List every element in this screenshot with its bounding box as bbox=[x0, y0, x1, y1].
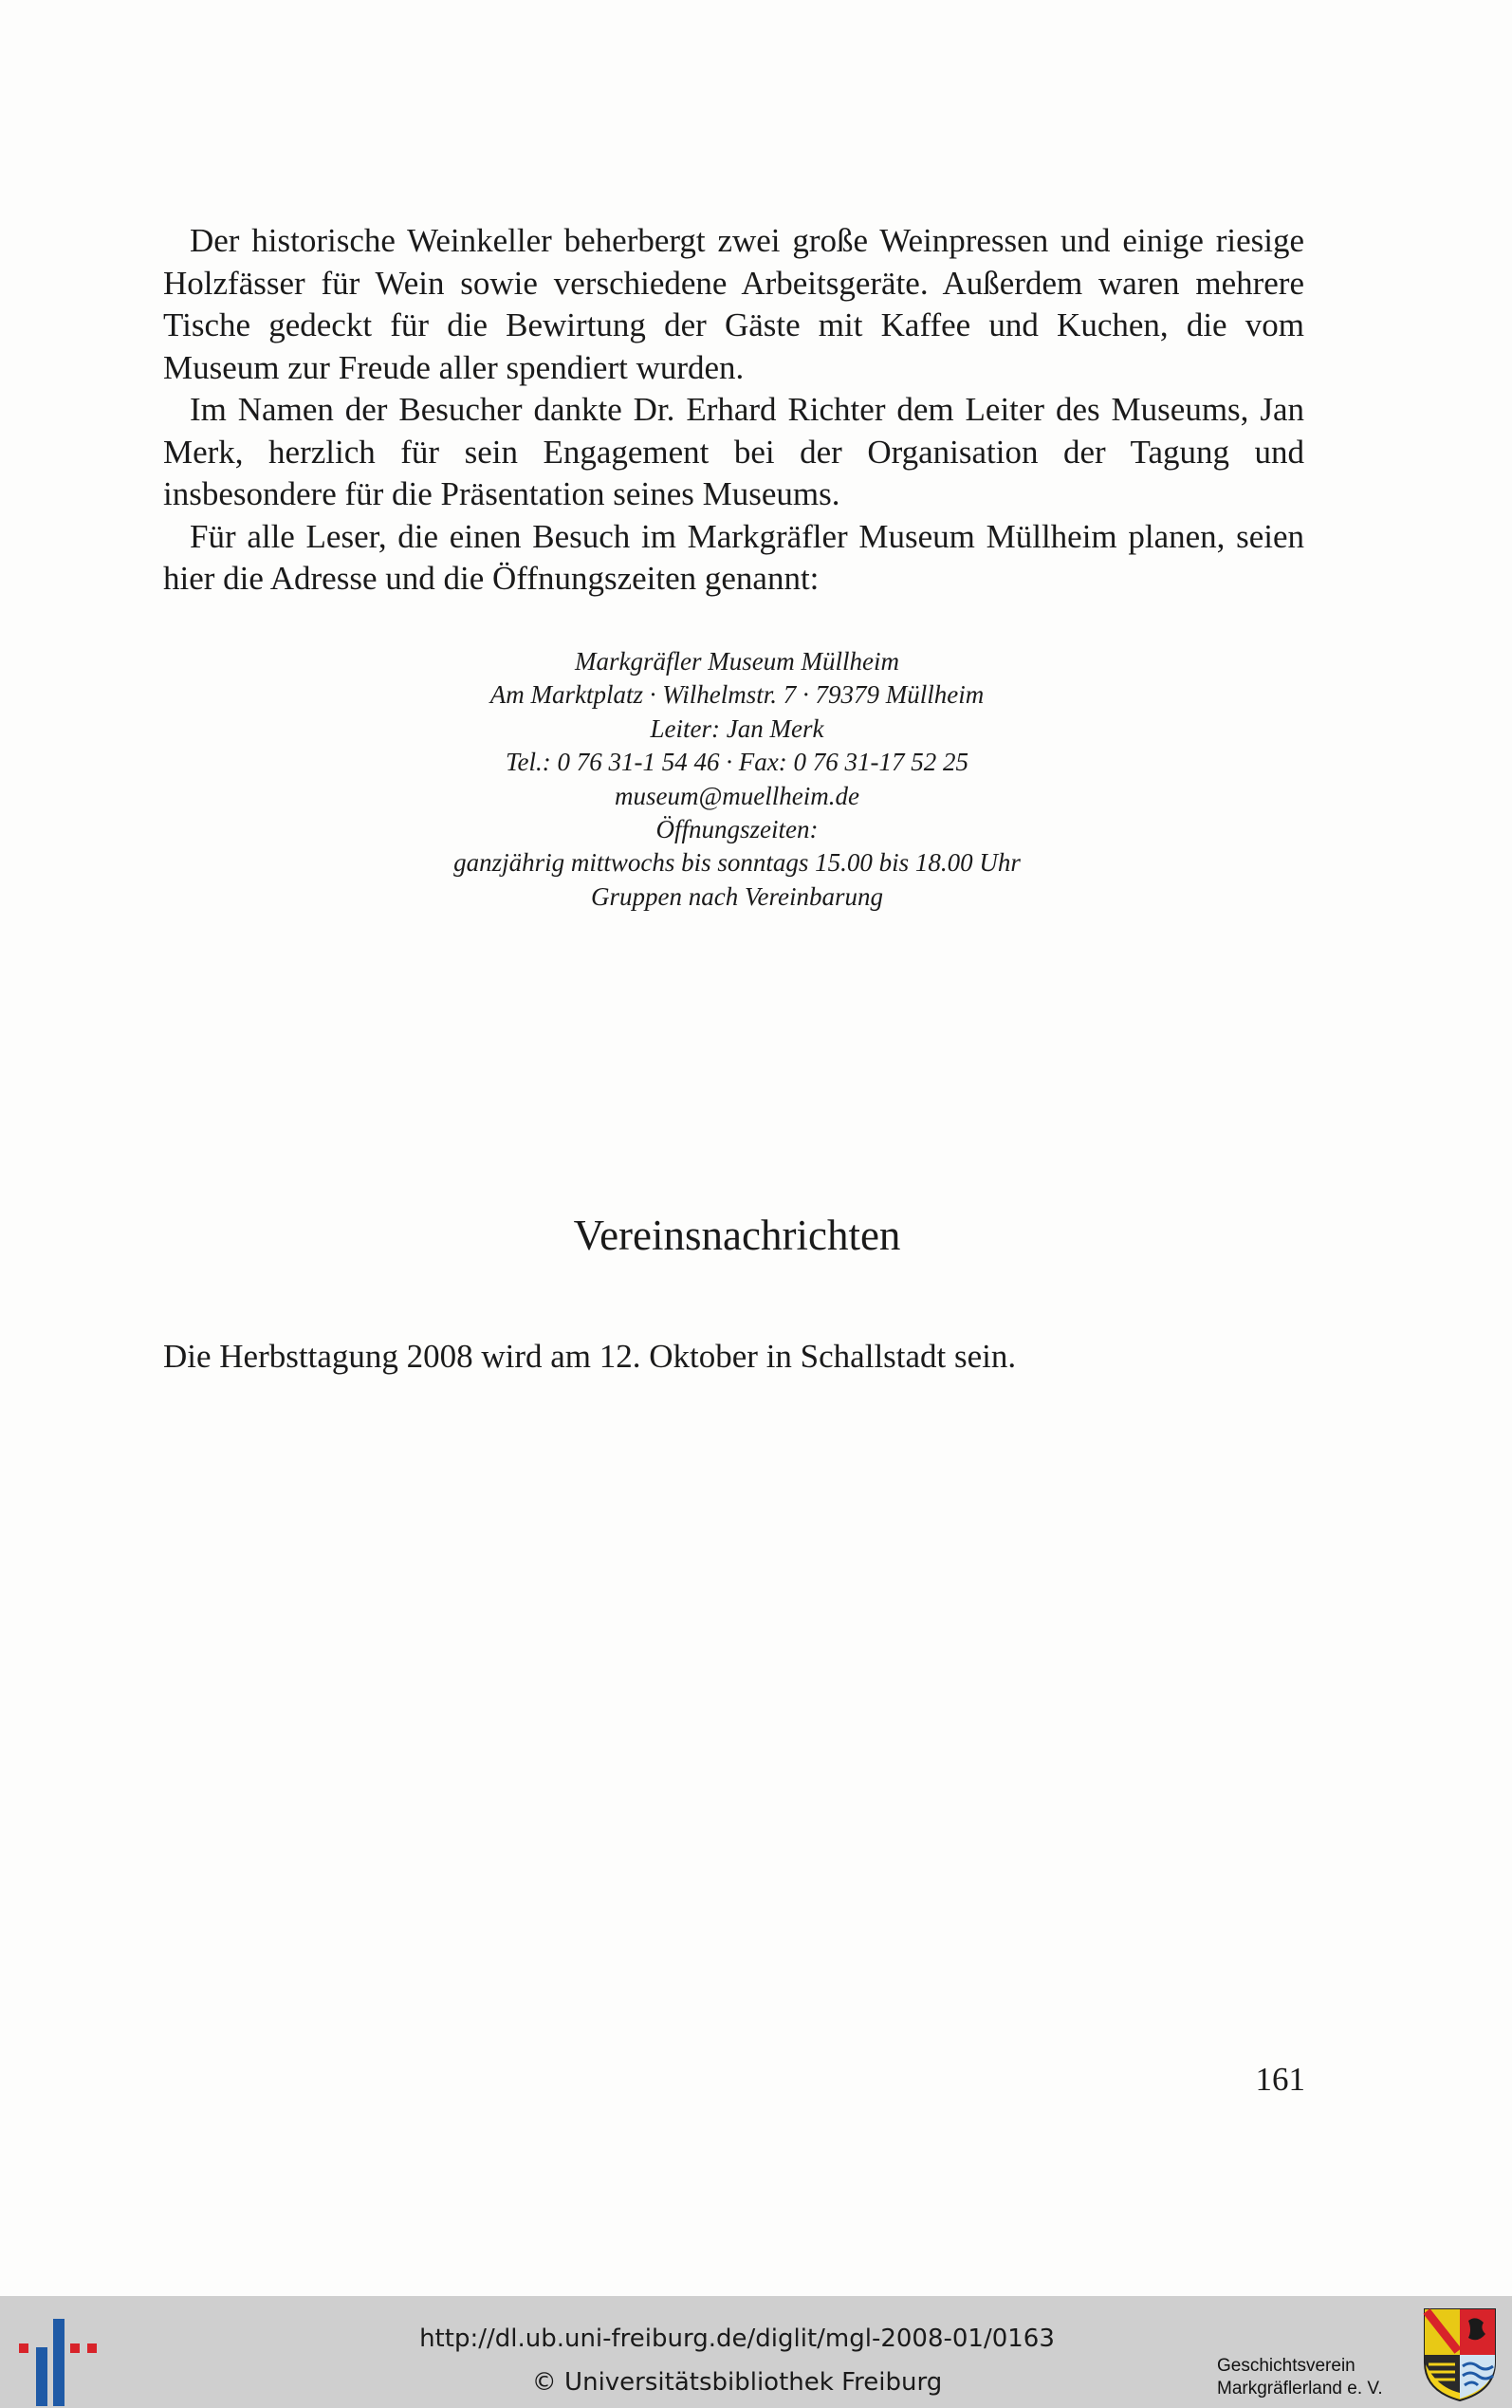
paragraph-leser: Für alle Leser, die einen Besuch im Markgräfler Museum Müllheim planen, seien hier die Adresse und die Öffnungszeiten genannt: bbox=[163, 517, 1304, 597]
address-line: ganzjährig mittwochs bis sonntags 15.00 bis 18.00 Uhr bbox=[453, 848, 1021, 878]
article-body bbox=[163, 220, 1304, 601]
section-title: Vereinsnachrichten bbox=[573, 1212, 901, 1259]
paragraph-dank: Im Namen der Besucher dankte Dr. Erhard Richter dem Leiter des Museums, Jan Merk, herzlich für sein Engagement bei der Organisation der Tagung und insbesondere für die Präsentation seines Museums. bbox=[163, 391, 1304, 512]
museum-address-block bbox=[285, 645, 1189, 914]
footer-bar bbox=[0, 2296, 1512, 2408]
page-number: 161 bbox=[1255, 2061, 1305, 2098]
society-line: Markgräflerland e. V. bbox=[1217, 2379, 1383, 2399]
society-line: Geschichtsverein bbox=[1217, 2356, 1355, 2376]
announcement-text: Die Herbsttagung 2008 wird am 12. Oktober in Schallstadt sein. bbox=[163, 1338, 1017, 1375]
source-url-link[interactable]: http://dl.ub.uni-freiburg.de/diglit/mgl-2008-01/0163 bbox=[419, 2325, 1055, 2353]
address-line: Leiter: Jan Merk bbox=[650, 713, 824, 743]
copyright-text: © Universitätsbibliothek Freiburg bbox=[531, 2368, 943, 2397]
society-name bbox=[1217, 2355, 1422, 2400]
address-email: museum@muellheim.de bbox=[614, 781, 860, 810]
address-line: Tel.: 0 76 31-1 54 46 · Fax: 0 76 31-17 52 25 bbox=[506, 748, 968, 777]
markgraeflerland-crest-icon bbox=[1423, 2307, 1497, 2402]
address-line: Gruppen nach Vereinbarung bbox=[591, 881, 883, 911]
paragraph-weinkeller: Der historische Weinkeller beherbergt zwei große Weinpressen und einige riesige Holzfässer für Wein sowie verschiedene Arbeitsgeräte. Außerdem waren mehrere Tische gedeckt für die Bewirtung der Gäste mit Kaffee und Kuchen, die vom Museum zur Freude aller spendiert wurden. bbox=[163, 222, 1304, 386]
address-line: Öffnungszeiten: bbox=[655, 815, 819, 844]
address-line: Markgräfler Museum Müllheim bbox=[575, 647, 899, 676]
address-line: Am Marktplatz · Wilhelmstr. 7 · 79379 Müllheim bbox=[489, 680, 985, 710]
